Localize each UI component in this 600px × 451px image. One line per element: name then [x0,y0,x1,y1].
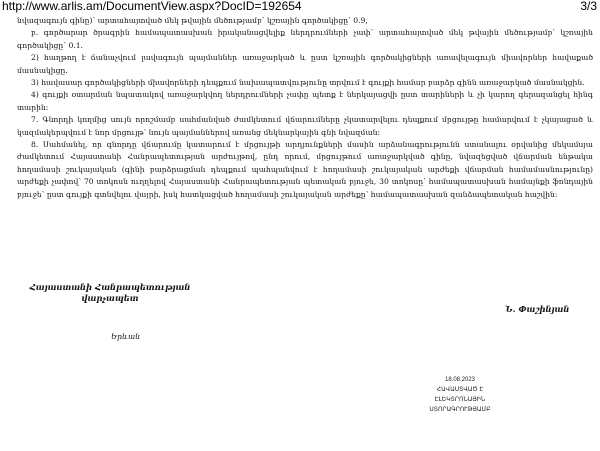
paragraph-continuation: նվազագույն գինը)՝ արտահայտված մեկ թվային մեծությամբ՝ կշռային գործակիցը՝ 0.9, [17,16,368,25]
paragraph-item-2: 2) հաղթող է ճանաչվում լավագույն պայմաններ առաջարկած և ըստ կշռային գործակիցների առավելագույն միավորներ հավաքած մասնակիցը. [17,53,593,75]
browser-print-header [0,0,600,13]
signatory-title-line2: վարչապետ [81,293,139,303]
stamp-line2: ԷԼԵԿՏՐՈՆԱՅԻՆ [434,397,486,403]
paragraph-8: 8. Սահմանել, որ գնորդը վճարումը կատարում է մրցույթի արդյունքների մասին արձանագրությունն ստանալու օրվանից մեկամսյա ժամկետում Հայաստանի Հանրապետության արժույթով, ընդ որում, մրցույթում առաջարկված գինը, նվազեցված վճարման ենթակա հողամասի շուկայական (գինի բարձրացման դեպքում պահպանվում է հողամասի շուկայական արժեքի վճարման համամասնությունը) արժեքի չափով՝ 70 տոկոսն ուղղելով Հայաստանի Հանրապետության պետական բյուջե, 30 տոկոսը՝ համապատասխան համայնքի ֆոնդային բյուջե՝ ըստ գույքի գտնվելու վայրի, իսկ հատկացված հողամասի շուկայական արժեքը՝ համապատասխան զանձապետական հաշվին: [17,140,593,199]
signatory-title-line1: Հայաստանի Հանրապետության [29,282,191,292]
city-name: Երևան [111,332,141,341]
stamp-line3: ՍՏՈՐԱԳՐՈՒԹՅԱՄԲ [429,407,491,413]
paragraph-7: 7. Գնորդի կողմից սույն որոշմամբ սահմանված ժամկետում վճարումները չկատարվելու դեպքում մրցույթը համարվում է չկայացած և կազմակերպվում է նոր մրցույթ՝ նույն պայմաններով առանց մեկնարկային գնի նվազման: [17,115,593,137]
document-body [17,15,593,201]
page-url[interactable]: http://www.arlis.am/DocumentView.aspx?DocID=192654 [2,0,302,13]
signatory-name: Ն. Փաշինյան [505,304,570,314]
stamp-line1: ՀԱՎԱՍՏՎԱԾ Է [436,387,484,393]
stamp-date: 18.08.2023 [444,377,476,383]
electronic-signature-stamp [410,375,510,415]
paragraph-item-3: 3) հավասար գործակիցների միավորների դեպքում նախապատվությունը տրվում է գույքի համար բարձր գինն առաջարկած մասնակցին. [31,78,585,88]
paragraph-item-b: բ. գործարար ծրագրին համապատասխան իրականացվելիք ներդրումների չափ՝ արտահայտված մեկ թվային մեծությամբ՝ կշռային գործակիցը՝ 0.1. [17,28,593,50]
paragraph-item-4: 4) գույքի օտարման նպատակով առաջարկվող ներդրումների չափը պետք է ներկայացվի ըստ տարիների և չի կարող գերազանցել հինգ տարին: [17,90,593,112]
page-number: 3/3 [580,0,597,13]
signatory-title [0,282,220,304]
